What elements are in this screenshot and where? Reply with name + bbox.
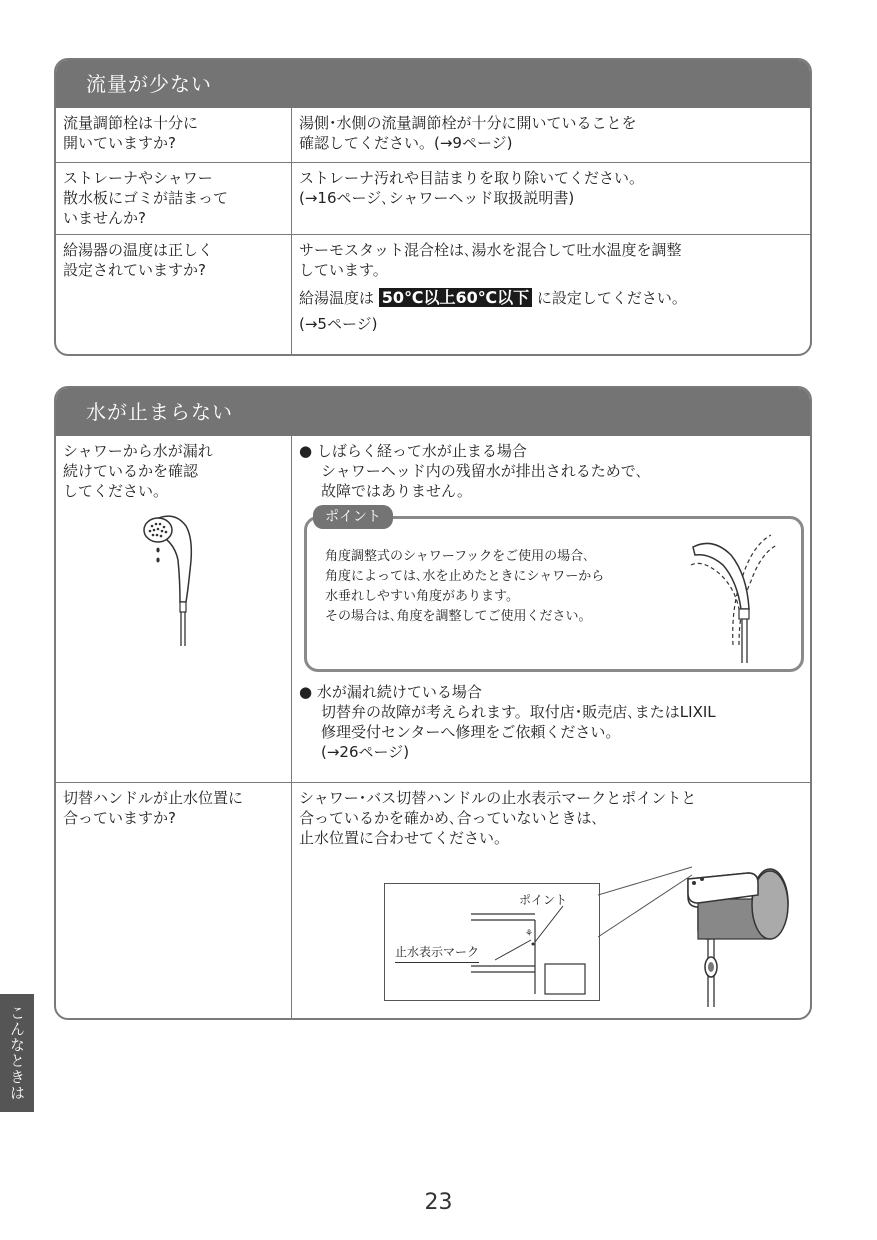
answer-line: ストレーナ汚れや目詰まりを取り除いてください。 [299,169,645,187]
case-body-line: 修理受付センターへ修理をご依頼ください。 [321,723,621,741]
section-low-flow [54,58,812,356]
answer-cell [292,108,810,162]
temperature-highlight: 50℃以上60℃以下 [379,288,532,307]
answer-cell [292,783,810,1018]
question-line: 給湯器の温度は正しく [63,241,214,259]
temperature-prefix: 給湯温度は [299,289,375,307]
question-line: 散水板にゴミが詰まって [63,189,229,207]
page-number: 23 [424,1190,453,1215]
case-body-line: (→26ページ) [321,743,410,761]
section-title: 水が止まらない [56,388,810,436]
section-water-not-stopping [54,386,812,1020]
side-tab-troubleshooting: こんなときは [0,994,34,1112]
page-reference: (→5ページ) [299,315,378,333]
point-text-line: 角度調整式のシャワーフックをご使用の場合､ [325,549,590,564]
svg-text:⚘: ⚘ [525,929,534,939]
point-box [304,509,804,672]
question-line: 流量調節栓は十分に [63,114,199,132]
case2-block [299,682,716,762]
answer-line: シャワー･バス切替ハンドルの止水表示マークとポイントと [299,789,697,807]
shower-head-drip-illustration [134,510,214,650]
answer-cell [292,163,810,234]
question-line: ストレーナやシャワー [63,169,213,187]
answer-line: サーモスタット混合栓は､湯水を混合して吐水温度を調整 [299,241,682,259]
answer-line: 合っているかを確かめ､合っていないときは､ [299,809,600,827]
question-cell [56,783,292,1018]
temperature-suffix: に設定してください。 [536,289,687,307]
switch-handle-illustration [678,859,798,1009]
point-text [325,547,604,627]
label-stop-mark: 止水表示マーク [395,942,479,963]
answer-cell [292,436,810,782]
question-line: 開いていますか? [63,134,176,152]
question-line: 切替ハンドルが止水位置に [63,789,244,807]
temperature-line [299,286,803,310]
handle-diagram [384,883,600,1001]
case-title: ● 水が漏れ続けている場合 [299,683,482,701]
point-tag: ポイント [313,505,393,529]
table-row [56,782,810,1018]
answer-line: 湯側･水側の流量調節栓が十分に開いていることを [299,114,637,132]
answer-cell [292,235,810,354]
case-body-line: シャワーヘッド内の残留水が排出されるためで､ [321,462,644,480]
table-row [56,162,810,234]
question-line: いませんか? [63,209,146,227]
point-text-line: その場合は､角度を調整してご使用ください。 [325,609,592,624]
question-cell [56,108,292,162]
question-line: シャワーから水が漏れ [63,442,213,460]
case-body-line: 故障ではありません。 [321,482,472,500]
question-cell [56,436,292,782]
point-text-line: 水垂れしやすい角度があります。 [325,589,519,604]
question-line: 設定されていますか? [63,261,206,279]
question-cell [56,235,292,354]
answer-line: しています。 [299,261,388,279]
question-line: してください。 [63,482,169,500]
answer-line: 止水位置に合わせてください。 [299,829,510,847]
answer-line: 確認してください。(→9ページ) [299,134,513,152]
question-cell [56,163,292,234]
table-row [56,436,810,782]
table-row [56,234,810,354]
section-title: 流量が少ない [56,60,810,108]
case-body-line: 切替弁の故障が考えられます。取付店･販売店､またはLIXIL [321,703,716,721]
table-row [56,108,810,162]
label-point: ポイント [519,893,568,907]
point-text-line: 角度によっては､水を止めたときにシャワーから [325,569,605,584]
shower-hook-angle-illustration [673,525,783,665]
question-line: 続けているかを確認 [63,462,199,480]
case-title: ● しばらく経って水が止まる場合 [299,442,527,460]
question-line: 合っていますか? [63,809,176,827]
answer-line: (→16ページ､シャワーヘッド取扱説明書) [299,189,575,207]
